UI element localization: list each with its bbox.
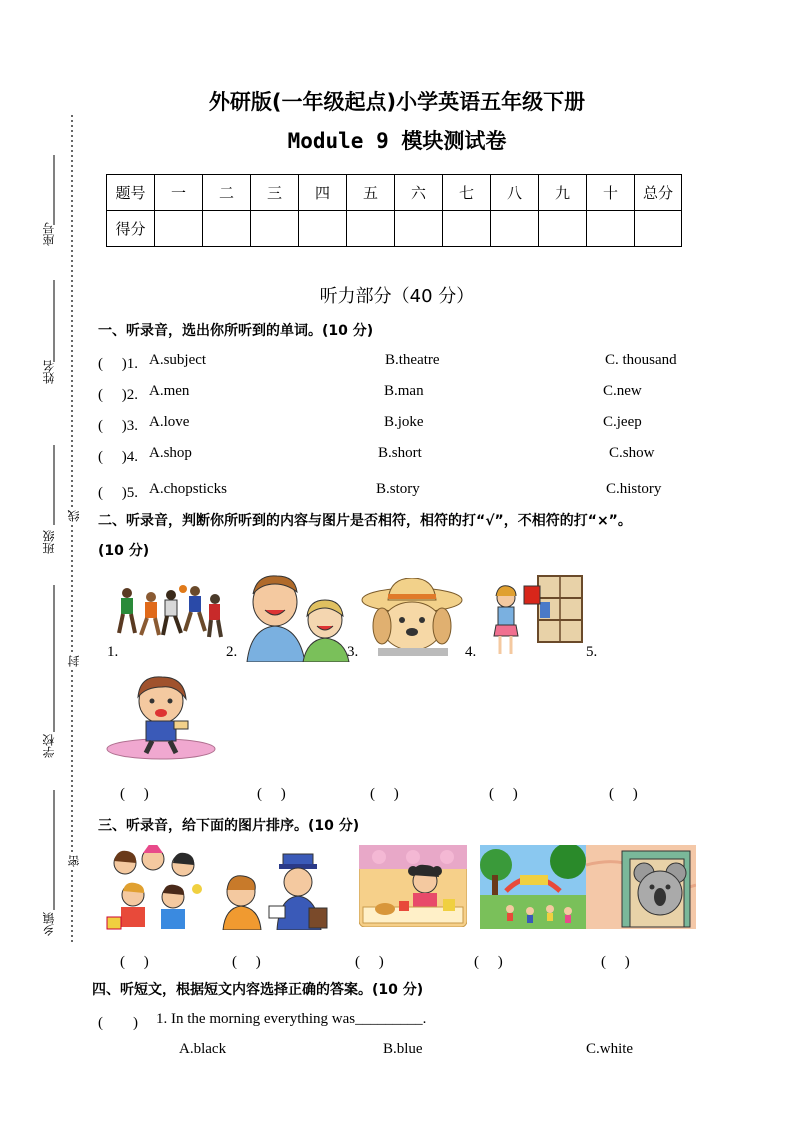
section1-title: 一、听录音，选出你所听到的单词。(10 分) (98, 323, 374, 339)
score-cell: 九 (539, 175, 587, 211)
q4-number[interactable]: ( )4. (98, 449, 138, 465)
section3-answer-3[interactable]: ( ) (355, 954, 384, 970)
score-label-cell: 得分 (107, 211, 155, 247)
score-input-cell[interactable] (635, 211, 682, 247)
q4-option-a: A.shop (149, 445, 192, 461)
section2-title: 二、听录音，判断你所听到的内容与图片是否相符，相符的打“√”，不相符的打“×”。 (98, 513, 632, 529)
binding-seal-char: 封 (67, 655, 81, 667)
score-cell: 十 (587, 175, 635, 211)
section2-label-4: 4. (465, 644, 477, 660)
section4-title: 四、听短文，根据短文内容选择正确的答案。(10 分) (92, 982, 424, 998)
binding-margin (0, 0, 90, 1123)
score-cell: 七 (443, 175, 491, 211)
score-cell: 八 (491, 175, 539, 211)
score-input-cell[interactable] (395, 211, 443, 247)
score-input-cell[interactable] (347, 211, 395, 247)
q1-option-c: C. thousand (605, 352, 677, 368)
q1-number[interactable]: ( )1. (98, 356, 138, 372)
section3-answer-4[interactable]: ( ) (474, 954, 503, 970)
q4-option-c: C.show (609, 445, 655, 461)
party-children-picture (103, 845, 205, 931)
q3-number[interactable]: ( )3. (98, 418, 138, 434)
section2-label-3: 3. (347, 644, 359, 660)
town-label: 乡镇 (42, 912, 56, 936)
q3-option-a: A.love (149, 414, 190, 430)
section2-answer-4[interactable]: ( ) (489, 786, 518, 802)
section2-label-2: 2. (226, 644, 238, 660)
q3-option-b: B.joke (384, 414, 424, 430)
score-table-header-row (107, 175, 682, 211)
q5-number[interactable]: ( )5. (98, 485, 138, 501)
girl-bookshelf-picture (486, 574, 586, 656)
score-input-cell[interactable] (491, 211, 539, 247)
binding-line-char: 线 (67, 510, 81, 522)
laughing-friends-picture (237, 570, 352, 662)
section2-answer-3[interactable]: ( ) (370, 786, 399, 802)
koala-picture (586, 845, 696, 929)
section2-label-1: 1. (107, 644, 119, 660)
score-cell: 四 (299, 175, 347, 211)
score-cell: 总分 (635, 175, 682, 211)
section4-q1-option-b: B.blue (383, 1041, 423, 1057)
q5-option-a: A.chopsticks (149, 481, 227, 497)
section2-label-5: 5. (586, 644, 598, 660)
score-table-score-row (107, 211, 682, 247)
page-title: 外研版(一年级起点)小学英语五年级下册 (208, 90, 586, 114)
seat-label: 座号 (42, 222, 56, 246)
page-subtitle: Module 9 模块测试卷 (287, 129, 507, 153)
score-input-cell[interactable] (155, 211, 203, 247)
score-input-cell[interactable] (203, 211, 251, 247)
binding-secret-char: 密 (67, 855, 81, 867)
q1-option-a: A.subject (149, 352, 207, 368)
girl-eating-food-picture (359, 845, 467, 927)
part-title: 听力部分（40 分） (319, 286, 475, 307)
score-cell: 三 (251, 175, 299, 211)
q5-option-b: B.story (376, 481, 420, 497)
section2-answer-5[interactable]: ( ) (609, 786, 638, 802)
q3-option-c: C.jeep (603, 414, 642, 430)
q4-option-b: B.short (378, 445, 422, 461)
score-input-cell[interactable] (539, 211, 587, 247)
section3-answer-1[interactable]: ( ) (120, 954, 149, 970)
section3-answer-5[interactable]: ( ) (601, 954, 630, 970)
score-input-cell[interactable] (299, 211, 347, 247)
section2-answer-2[interactable]: ( ) (257, 786, 286, 802)
score-cell: 五 (347, 175, 395, 211)
score-input-cell[interactable] (587, 211, 635, 247)
class-label: 班级 (42, 530, 56, 554)
zoo-scene-picture (480, 845, 586, 929)
school-label: 学校 (42, 734, 56, 758)
q2-option-b: B.man (384, 383, 424, 399)
section3-title: 三、听录音，给下面的图片排序。(10 分) (98, 818, 360, 834)
score-input-cell[interactable] (251, 211, 299, 247)
section2-score: (10 分) (98, 543, 150, 559)
q2-option-a: A.men (149, 383, 190, 399)
boy-eating-picture (106, 673, 216, 763)
basketball-players-picture (113, 585, 225, 640)
section4-q1-option-a: A.black (179, 1041, 227, 1057)
score-table (106, 174, 682, 247)
dog-with-hat-picture (358, 578, 466, 656)
section2-answer-1[interactable]: ( ) (120, 786, 149, 802)
score-cell: 一 (155, 175, 203, 211)
q5-option-c: C.history (606, 481, 662, 497)
q2-number[interactable]: ( )2. (98, 387, 138, 403)
score-cell: 六 (395, 175, 443, 211)
score-cell: 二 (203, 175, 251, 211)
section4-q1-text: 1. In the morning everything was_________. (156, 1011, 427, 1027)
name-label: 姓名 (42, 360, 56, 384)
score-input-cell[interactable] (443, 211, 491, 247)
section4-q1-answer[interactable]: ( ) (98, 1015, 138, 1031)
q1-option-b: B.theatre (385, 352, 440, 368)
section3-answer-2[interactable]: ( ) (232, 954, 261, 970)
section4-q1-option-c: C.white (586, 1041, 634, 1057)
boy-and-postman-picture (213, 850, 333, 930)
q2-option-c: C.new (603, 383, 642, 399)
score-cell: 题号 (107, 175, 155, 211)
